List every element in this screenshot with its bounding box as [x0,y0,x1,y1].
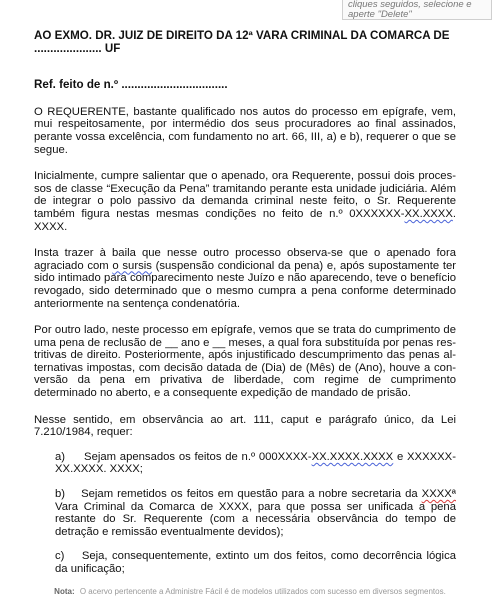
request-item-b [34,488,456,538]
spellcheck-mark: XX.XXXX.XXXX [311,450,394,463]
petition-document [34,30,456,576]
spellcheck-mark: o sursis [112,259,152,272]
footer-text: O acervo pertencente a Administre Fácil é de modelos utilizados com sucesso em diversos segmentos. [79,587,446,596]
paragraph-sursis-text-b: (suspensão condicional da pena) e, após supostamente ter sido intimado para comparecimento neste Juízo e não aparecendo, teve o benefício revogado, sido determinado que o mesmo cumpra a pena conforme determinado anteriormente na sentença condenatória. [34,259,457,310]
hint-line-1: cliques seguidos, selecione e [348,0,472,10]
editing-hint-box [342,0,492,20]
request-item-a [34,451,456,476]
item-c-text: Seja, consequentemente, extinto um dos feitos, como decorrência lógica da unificação; [55,550,456,575]
addressee-line-2: ..................... UF [34,41,121,55]
item-a-text-pre: Sejam apensados os feitos de n.º 000XXXX- [84,450,312,463]
item-a-label: a) [55,450,66,463]
paragraph-context-text-a: Inicialmente, cumpre salientar que o apenado, ora Requerente, possui dois processos de classe “Execução da Pena” tramitando perante esta unidade judiciária. Além de integrar o polo passivo da demanda criminal neste feito, o Sr. Requerente também figura nestas mesmas condições no feito de n.º 0XXXXXX- [34,170,456,220]
spellcheck-error-mark: XXXXª [421,488,456,501]
paragraph-sursis [34,247,456,310]
paragraph-request-intro: Nesse sentido, em observância ao art. 111, caput e parágrafo único, da Lei 7.210/1984, requer: [34,413,456,439]
addressee-line-1: AO EXMO. DR. JUIZ DE DIREITO DA 12ª VARA CRIMINAL DA COMARCA DE [34,29,450,42]
paragraph-context-text-b: . XXXX. [34,207,456,233]
spellcheck-mark: XX.XXXX [404,207,453,220]
paragraph-sentence: Por outro lado, neste processo em epígrafe, vemos que se trata do cumprimento de uma pena de reclusão de __ ano e __ meses, a qual fora substituída por penas restritivas de direito. Posteriormente, após injustificado descumprimento das penas alternativas impostas, com decisão datada de (Dia) de (Mês) de (Ano), houve a conversão da pena em privativa de liberdade, com regime de cumprimento determinado no aberto, e a consequente expedição de mandado de prisão. [34,324,456,400]
hint-line-2: aperte "Delete" [348,9,412,20]
paragraph-sursis-text-a: Insta trazer à baila que nesse outro processo observa-se que o apenado fora agraciado com [34,247,456,272]
item-b-text-post: Vara Criminal da Comarca de XXXX, para que possa ser unificada a pena restante do Sr. Requerente (com a necessária observância do tempo de detração e remissão eventualmente devidos); [55,500,456,538]
paragraph-introduction: O REQUERENTE, bastante qualificado nos autos do processo em epígrafe, vem, mui respeitosamente, por intermédio dos seus procuradores ao final assinados, perante vossa excelência, com fundamento no art. 66, III, a) e b), requerer o que se segue. [34,105,456,156]
item-b-label: b) [55,488,66,501]
case-reference: Ref. feito de n.º ................................. [34,78,228,92]
item-c-label: c) [55,550,65,563]
addressee-heading [34,30,456,55]
item-a-text-post: e XXXXXX-XX.XXXX. XXXX; [55,450,456,476]
footer-note [0,587,500,596]
item-b-text-pre: Sejam remetidos os feitos em questão para a nobre secretaria da [81,488,422,501]
paragraph-context [34,170,456,233]
footer-label: Nota: [54,587,75,596]
request-item-c [34,550,456,575]
